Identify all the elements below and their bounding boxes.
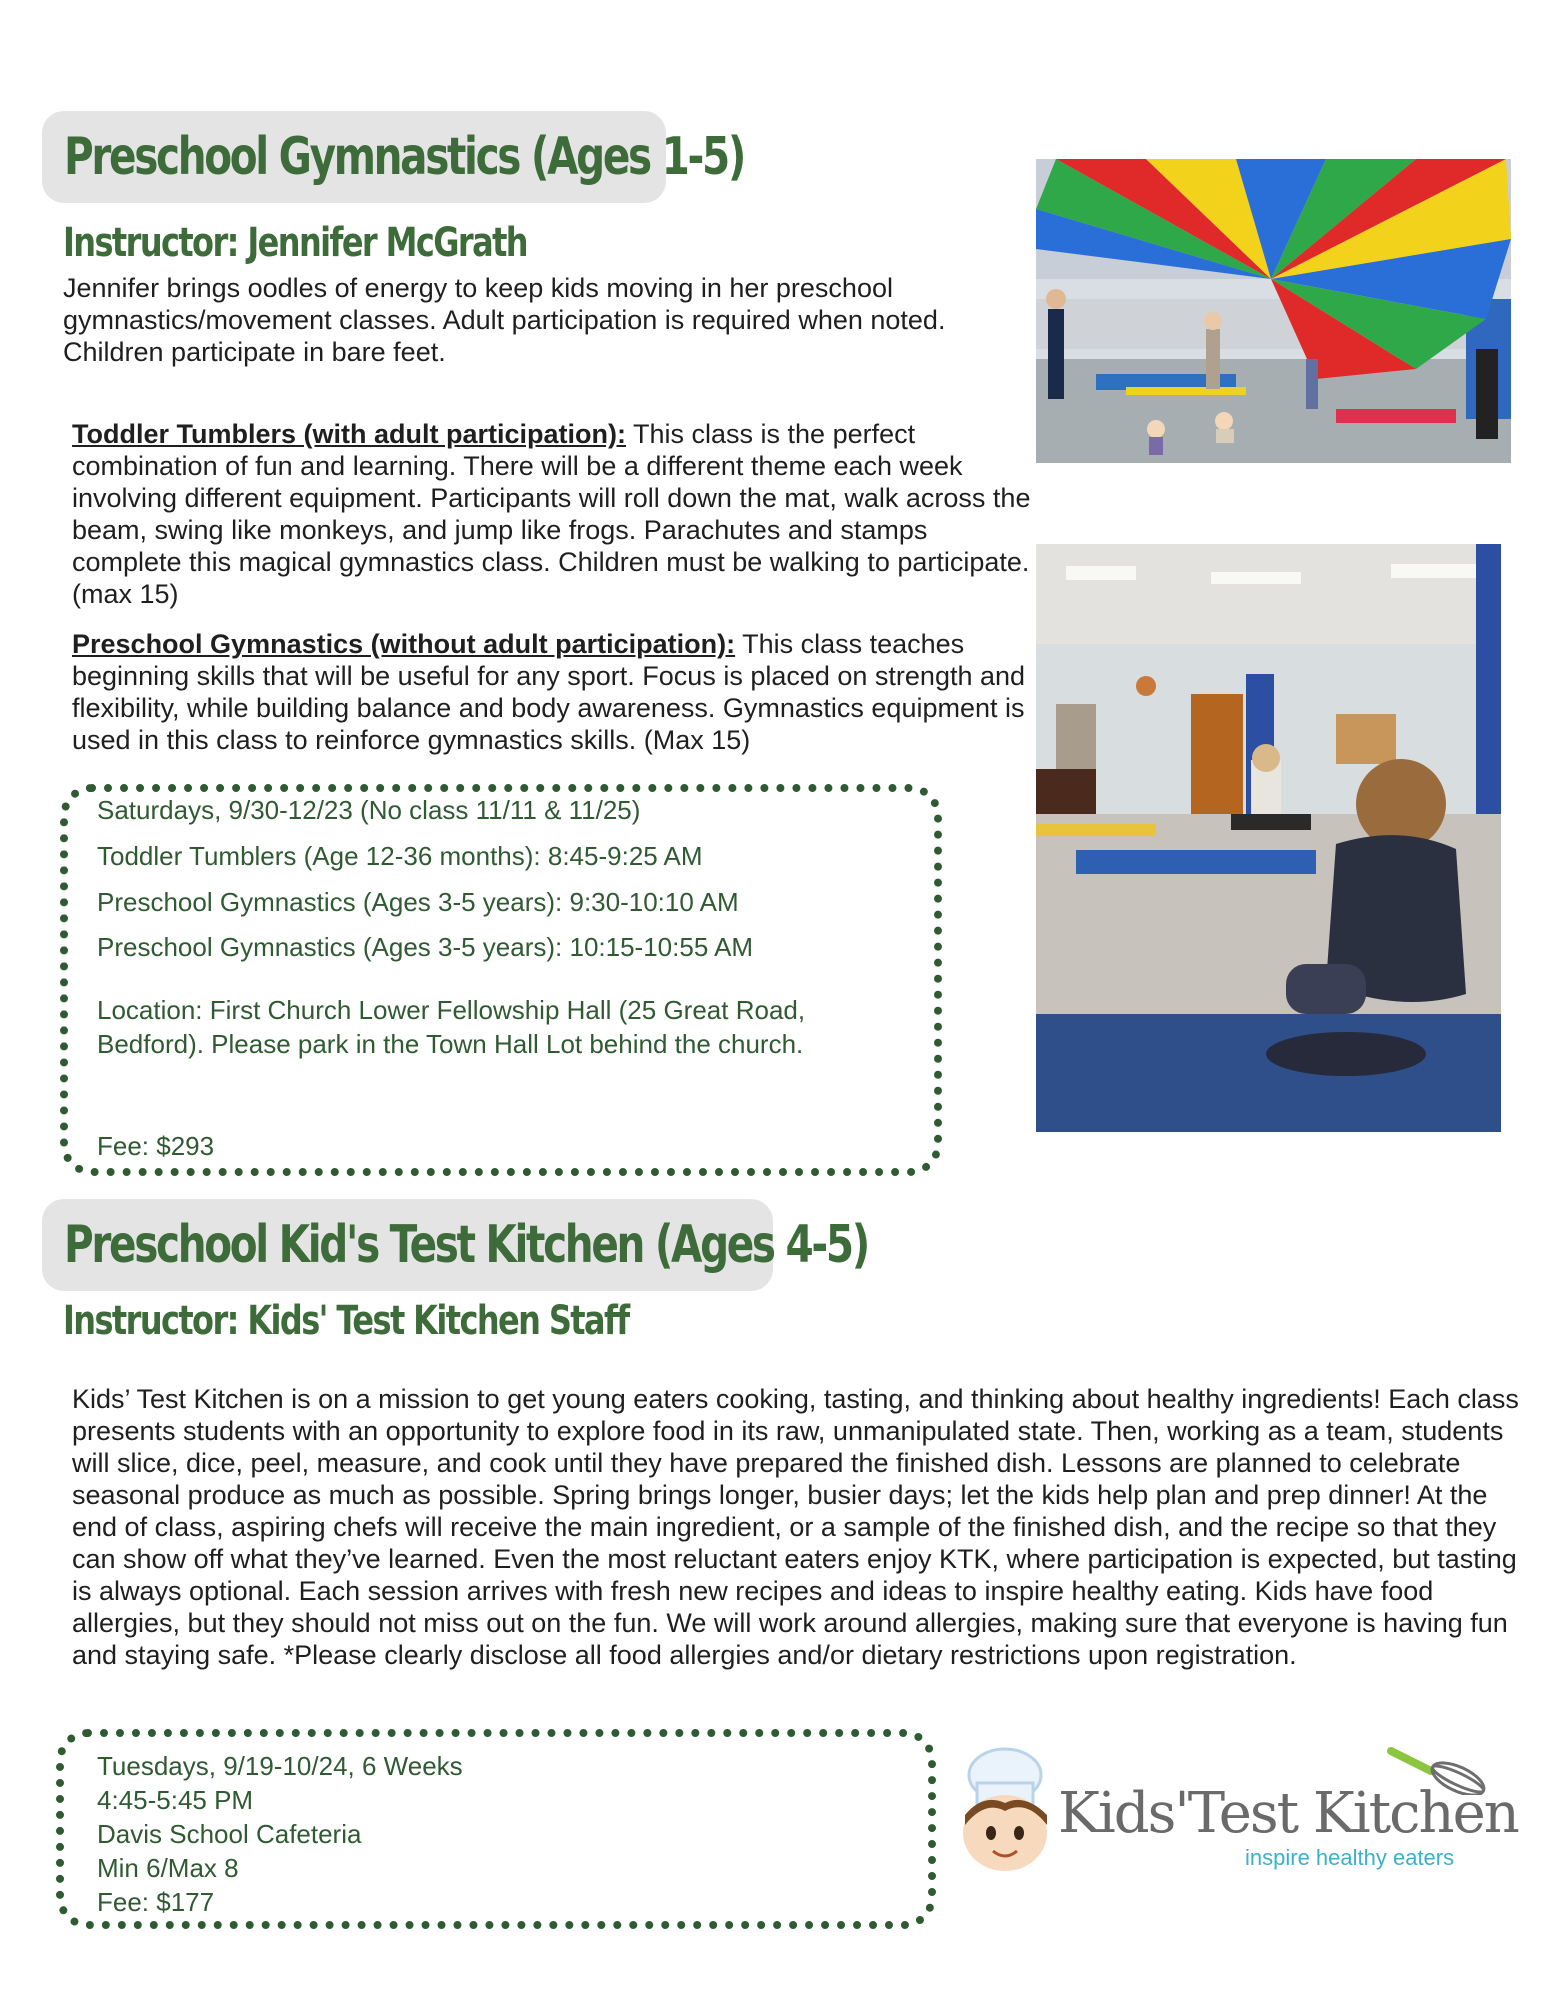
ktk-schedule-location: Davis School Cafeteria — [97, 1819, 362, 1849]
gym-title: Preschool Gymnastics (Ages 1-5) — [64, 127, 745, 187]
gym-schedule-preschool-2: Preschool Gymnastics (Ages 3-5 years): 10:15-10:55 AM — [97, 932, 754, 962]
ktk-schedule-time: 4:45-5:45 PM — [97, 1785, 254, 1815]
preschool-gymnastics-text: This class teaches beginning skills that will be useful for any sport. Focus is placed on strength and flexibility, while building balance and body awareness. Gymnastics equipment is used in this class to reinforce gymnastics skills. (Max 15) — [72, 629, 1026, 755]
toddler-tumblers-text: This class is the perfect combination of fun and learning. There will be a different theme each week involving different equipment. Participants will roll down the mat, walk across the beam, swing like monkeys, and jump like frogs. Parachutes and stamps complete this magical gymnastics class. Children must be walking to participate. (max 15) — [72, 419, 1031, 609]
ktk-title-pill — [42, 1199, 868, 1291]
parachute-photo-image — [1036, 159, 1511, 463]
gym-schedule-days: Saturdays, 9/30-12/23 (No class 11/11 & 11/25) — [97, 795, 641, 825]
preschool-gymnastics-label: Preschool Gymnastics (without adult participation): — [72, 629, 736, 659]
gym-title-pill — [42, 111, 745, 203]
parachute-photo — [1036, 159, 1511, 463]
ktk-schedule-days: Tuesdays, 9/19-10/24, 6 Weeks — [97, 1751, 463, 1781]
gym-schedule-fee: Fee: $293 — [97, 1131, 215, 1161]
gymnastics-room-photo — [1036, 544, 1501, 1132]
ktk-title: Preschool Kid's Test Kitchen (Ages 4-5) — [64, 1215, 868, 1275]
gym-intro: Jennifer brings oodles of energy to keep kids moving in her preschool gymnastics/movement classes. Adult participation is required when noted. Children participate in bare feet. — [63, 273, 946, 367]
gym-instructor: Instructor: Jennifer McGrath — [63, 220, 527, 266]
chef-boy-icon — [955, 1745, 1065, 1880]
toddler-tumblers-label: Toddler Tumblers (with adult participation): — [72, 419, 626, 449]
ktk-instructor: Instructor: Kids' Test Kitchen Staff — [63, 1298, 629, 1344]
gym-schedule-toddler: Toddler Tumblers (Age 12-36 months): 8:45-9:25 AM — [97, 841, 703, 871]
ktk-schedule-fee: Fee: $177 — [97, 1887, 215, 1917]
ktk-schedule-capacity: Min 6/Max 8 — [97, 1853, 239, 1883]
ktk-logo-name: Kids'Test Kitchen — [1058, 1781, 1518, 1846]
gymnastics-room-photo-image — [1036, 544, 1501, 1132]
ktk-logo — [955, 1745, 1518, 1880]
ktk-logo-tagline: inspire healthy eaters — [1245, 1845, 1455, 1870]
ktk-description: Kids’ Test Kitchen is on a mission to get young eaters cooking, tasting, and thinking about healthy ingredients! Each class presents students with an opportunity to explore food in its raw, unmanipulated state. Then, working as a team, students will slice, dice, peel, measure, and cook until they have prepared the finished dish. Lessons are planned to celebrate seasonal produce as much as possible. Spring brings longer, busier days; let the kids help plan and prep dinner! At the end of class, aspiring chefs will receive the main ingredient, or a sample of the finished dish, and the recipe so that they can show off what they’ve learned. Even the most reluctant eaters enjoy KTK, where participation is expected, but tasting is always optional. Each session arrives with fresh new recipes and ideas to inspire healthy eating. Kids have food allergies, but they should not miss out on the fun. We will work around allergies, making sure that everyone is having fun and staying safe. *Please clearly disclose all food allergies and/or dietary restrictions upon registration. — [72, 1384, 1519, 1670]
toddler-tumblers-paragraph — [72, 418, 1042, 610]
preschool-gymnastics-paragraph — [72, 628, 1042, 756]
gym-schedule-location: Location: First Church Lower Fellowship Hall (25 Great Road, Bedford). Please park in the Town Hall Lot behind the church. — [97, 995, 806, 1059]
gym-schedule-preschool-1: Preschool Gymnastics (Ages 3-5 years): 9:30-10:10 AM — [97, 887, 739, 917]
